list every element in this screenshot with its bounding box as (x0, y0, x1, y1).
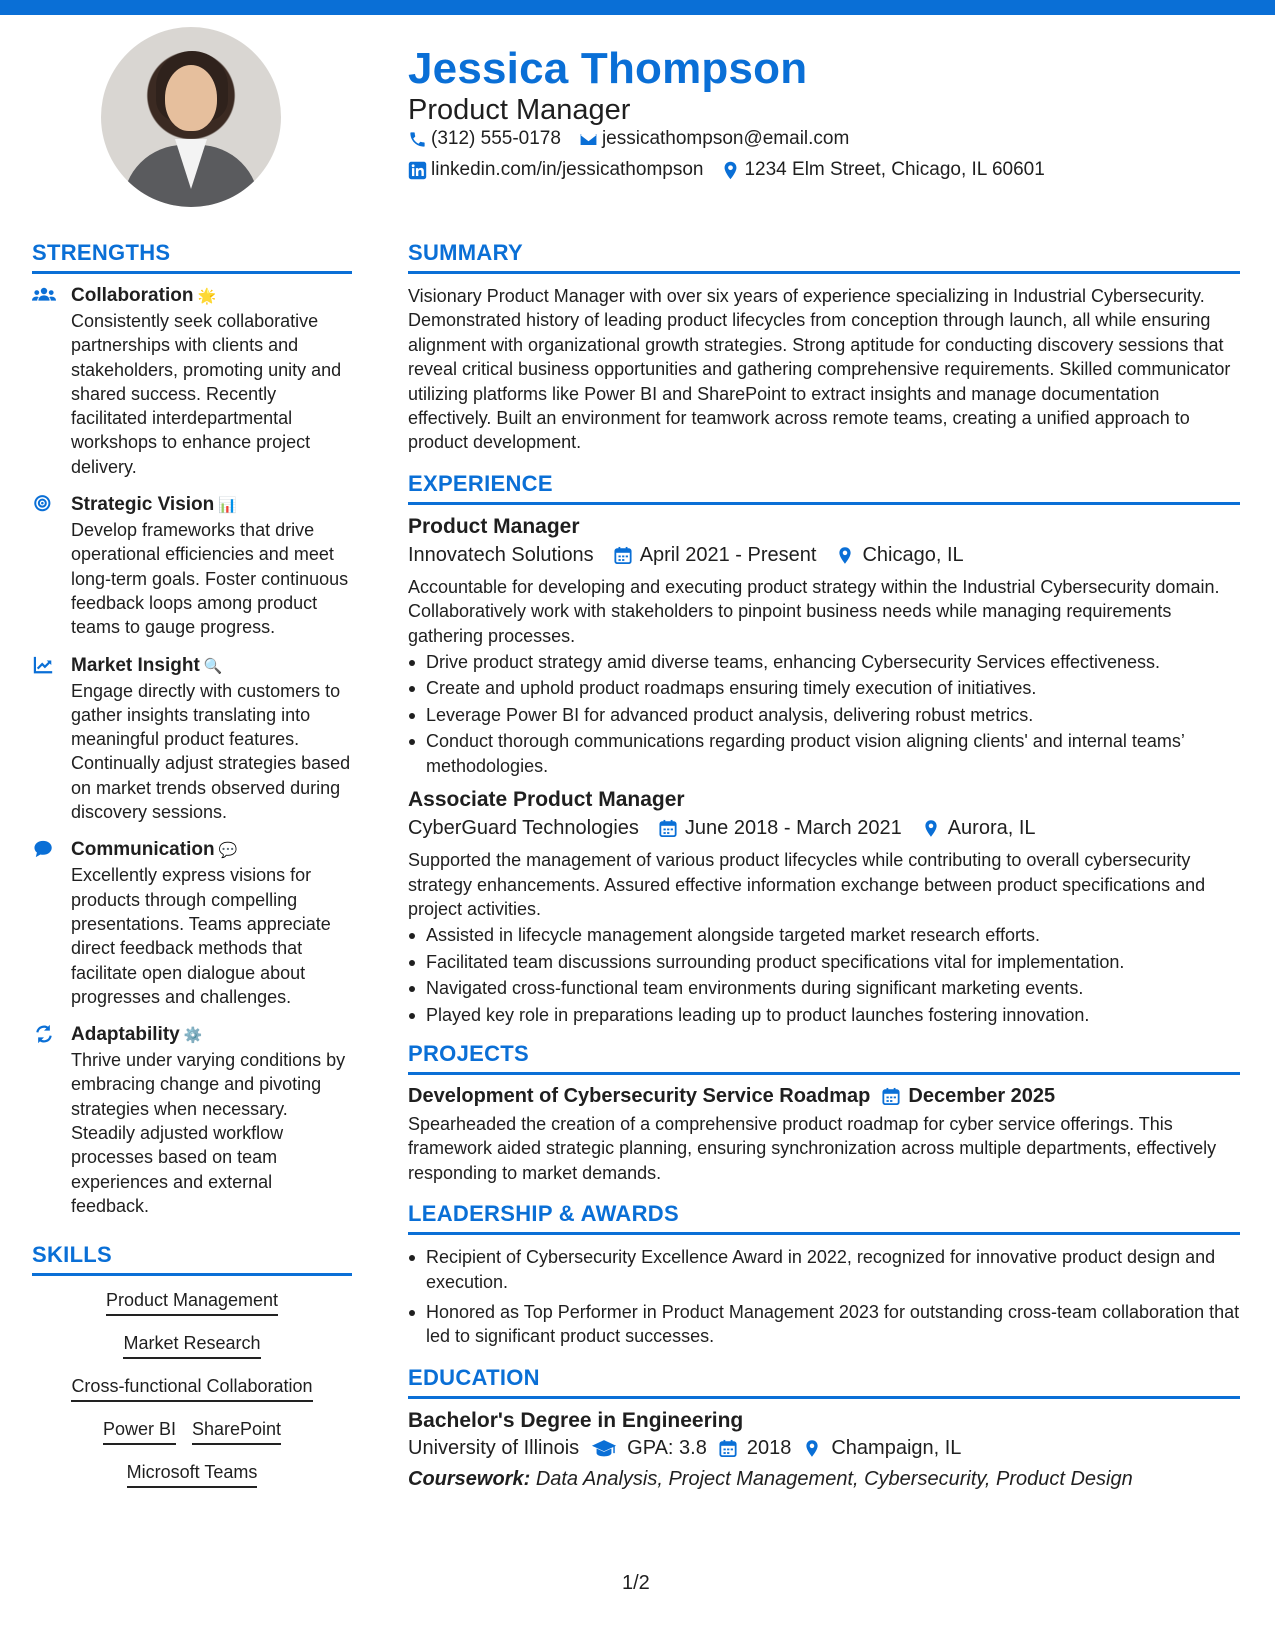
magnifier-icon: 🔍 (203, 657, 223, 675)
degree-title: Bachelor's Degree in Engineering (408, 1408, 744, 1432)
school-name: University of Illinois (408, 1436, 580, 1459)
strength-description: Consistently seek collaborative partnerships with clients and stakeholders, promoting unity and shared success. Recently facilitated interdepartmental workshops to enhance project delivery. (71, 311, 342, 477)
job-dates: April 2021 - Present (639, 543, 817, 566)
education-entry (408, 1409, 1240, 1491)
job-entry (408, 515, 1240, 778)
skills-heading: SKILLS (32, 1242, 352, 1276)
location-pin-icon (922, 819, 940, 838)
calendar-icon (659, 819, 677, 838)
coursework-label: Coursework: (408, 1467, 531, 1490)
graduation-cap-icon (591, 1439, 617, 1458)
location-pin-icon (721, 161, 740, 180)
chart-line-icon (32, 655, 56, 675)
sync-icon (32, 1024, 56, 1044)
job-title: Product Manager (408, 514, 580, 538)
list-item: Drive product strategy amid diverse teams, enhancing Cybersecurity Services effectiveness. (408, 650, 1240, 674)
skill-tag: Microsoft Teams (127, 1462, 258, 1488)
star-icon: 🌟 (197, 288, 217, 305)
experience-heading: EXPERIENCE (408, 471, 1240, 505)
strength-name: Market Insight (71, 654, 200, 676)
contact-row-1 (408, 128, 849, 150)
summary-heading: SUMMARY (408, 240, 1240, 274)
users-icon (32, 285, 56, 305)
coursework-text: Data Analysis, Project Management, Cybersecurity, Product Design (535, 1467, 1133, 1490)
phone-text[interactable]: (312) 555-0178 (431, 128, 561, 149)
list-item: Create and uphold product roadmaps ensuring timely execution of initiatives. (408, 676, 1240, 700)
strength-item (32, 1023, 352, 1218)
project-entry (408, 1085, 1240, 1185)
calendar-icon (882, 1087, 900, 1106)
skills-list (32, 1290, 352, 1488)
list-item: Navigated cross-functional team environments during significant marketing events. (408, 976, 1240, 1000)
job-location: Aurora, IL (947, 817, 1036, 840)
candidate-title: Product Manager (408, 94, 631, 126)
speech-bubble-icon: 💬 (218, 842, 238, 860)
list-item: Leverage Power BI for advanced product analysis, delivering robust metrics. (408, 703, 1240, 727)
summary-text: Visionary Product Manager with over six years of experience specializing in Industrial Cybersecurity. Demonstrated history of leading product lifecycles from conception through launch, all while ensuring alignment with organizational growth strategies. Strong aptitude for conducting discovery sessions that reveal critical business opportunities and gathering comprehensive requirements. Skilled communicator utilizing platforms like Power BI and SharePoint to extract insights and manage documentation effectively. Built an environment for teamwork across remote teams, creating a unified approach to product development. (408, 286, 1231, 453)
skill-tag: SharePoint (192, 1419, 281, 1445)
skill-tag: Product Management (106, 1290, 278, 1316)
calendar-icon (614, 546, 632, 565)
target-icon (32, 494, 56, 514)
project-description: Spearheaded the creation of a comprehensive product roadmap for cyber service offerings. This framework aided strategic planning, ensuring synchronization across multiple departments, effectively responding to market demands. (408, 1113, 1217, 1183)
strength-name: Adaptability (71, 1024, 180, 1046)
list-item: Conduct thorough communications regarding product vision aligning clients' and internal teams’ methodologies. (408, 729, 1240, 778)
strength-description: Engage directly with customers to gather insights translating into meaningful product features. Continually adjust strategies based on market trends observed during discovery sessions. (71, 680, 351, 823)
projects-heading: PROJECTS (408, 1041, 1240, 1075)
list-item: Assisted in lifecycle management alongside targeted market research efforts. (408, 923, 1240, 947)
location-pin-icon (836, 546, 854, 565)
strength-description: Excellently express visions for products through compelling presentations. Teams appreciate direct feedback methods that facilitate open dialogue about progresses and challenges. (71, 865, 331, 1007)
comment-icon (32, 839, 56, 859)
linkedin-icon (408, 161, 427, 180)
job-dates: June 2018 - March 2021 (684, 817, 902, 840)
skill-tag: Cross-functional Collaboration (71, 1376, 312, 1402)
job-description: Supported the management of various product lifecycles while contributing to overall cybersecurity strategy enhancements. Assured effective information exchange between product specifications and project activities. (408, 850, 1206, 919)
strength-item (32, 284, 352, 479)
school-location: Champaign, IL (831, 1436, 962, 1459)
phone-icon (408, 130, 427, 149)
strength-name: Communication (71, 839, 215, 861)
top-accent-bar (0, 0, 1275, 15)
profile-photo (101, 27, 281, 207)
gear-icon: ⚙️ (183, 1027, 203, 1045)
company-name: CyberGuard Technologies (408, 817, 639, 840)
job-title: Associate Product Manager (408, 788, 685, 812)
awards-list (408, 1245, 1240, 1349)
strength-item (32, 493, 352, 639)
email-text[interactable]: jessicathompson@email.com (601, 128, 850, 149)
strength-name: Strategic Vision (71, 494, 215, 516)
project-date: December 2025 (908, 1084, 1056, 1107)
skill-tag: Power BI (103, 1419, 176, 1445)
bar-chart-icon: 📊 (218, 497, 237, 515)
list-item: Facilitated team discussions surrounding product specifications vital for implementation. (408, 950, 1240, 974)
education-heading: EDUCATION (408, 1365, 1240, 1399)
gpa-text: GPA: 3.8 (627, 1436, 707, 1459)
strength-name: Collaboration (71, 285, 194, 306)
graduation-year: 2018 (746, 1436, 792, 1459)
calendar-icon (719, 1439, 737, 1458)
page-number: 1/2 (622, 1572, 650, 1594)
strengths-heading: STRENGTHS (32, 240, 352, 274)
candidate-name: Jessica Thompson (408, 44, 808, 93)
skill-tag: Market Research (123, 1333, 260, 1359)
list-item: Honored as Top Performer in Product Management 2023 for outstanding cross-team collaboration that led to significant product successes. (408, 1300, 1240, 1349)
strength-description: Thrive under varying conditions by embracing change and pivoting strategies when necessary. Steadily adjusted workflow processes based on team experiences and external feedback. (71, 1050, 346, 1216)
company-name: Innovatech Solutions (408, 543, 594, 566)
envelope-icon (579, 130, 598, 149)
list-item: Played key role in preparations leading up to product launches fostering innovation. (408, 1003, 1240, 1027)
right-column (408, 240, 1240, 1491)
job-location: Chicago, IL (862, 543, 964, 566)
leadership-heading: LEADERSHIP & AWARDS (408, 1201, 1240, 1235)
list-item: Recipient of Cybersecurity Excellence Award in 2022, recognized for innovative product design and execution. (408, 1245, 1240, 1294)
job-bullets (408, 650, 1240, 778)
left-column (32, 240, 352, 1505)
address-text: 1234 Elm Street, Chicago, IL 60601 (744, 159, 1045, 180)
location-pin-icon (803, 1439, 821, 1458)
strength-item (32, 838, 352, 1009)
job-bullets (408, 923, 1240, 1027)
linkedin-text[interactable]: linkedin.com/in/jessicathompson (431, 159, 704, 180)
contact-row-2 (408, 159, 1045, 181)
strength-description: Develop frameworks that drive operational efficiencies and meet long-term goals. Foster continuous feedback loops among product teams to gauge progress. (71, 520, 349, 638)
coursework (408, 1468, 1240, 1491)
job-entry (408, 788, 1240, 1027)
strength-item (32, 654, 352, 825)
project-title: Development of Cybersecurity Service Roadmap (408, 1084, 871, 1107)
job-description: Accountable for developing and executing product strategy within the Industrial Cybersecurity domain. Collaboratively work with stakeholders to pinpoint business needs while managing requirements gathering processes. (408, 576, 1220, 646)
